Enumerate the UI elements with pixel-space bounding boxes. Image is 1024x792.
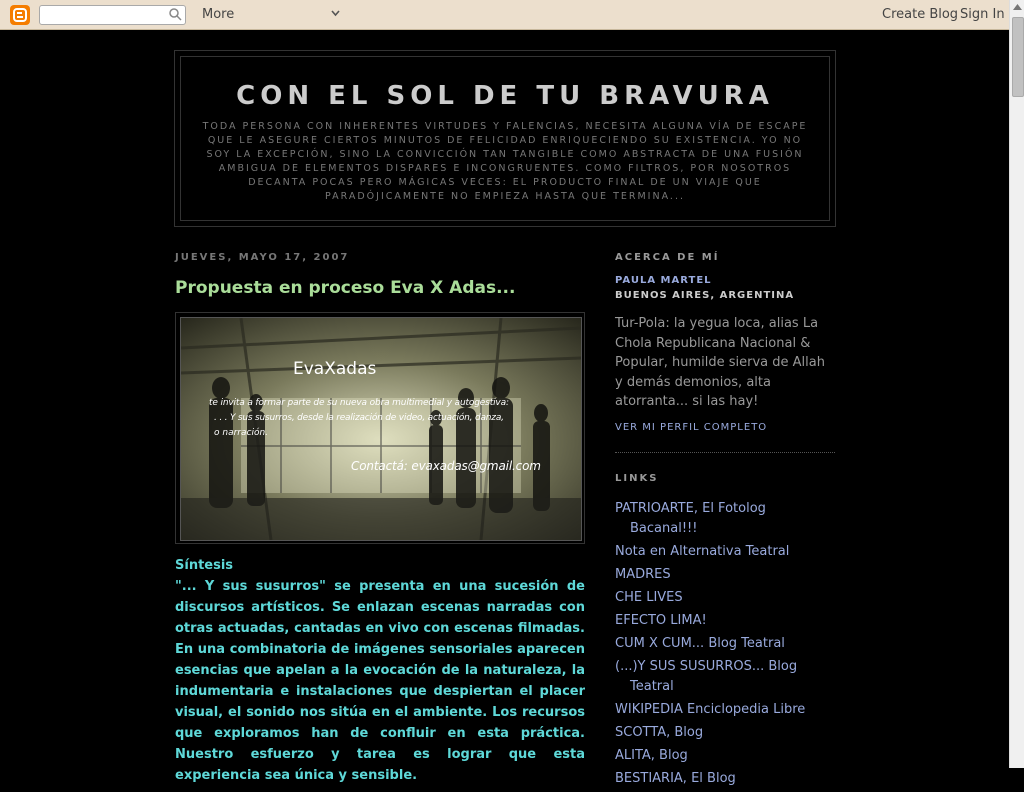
post-image[interactable] <box>180 317 582 541</box>
sidebar-divider <box>615 452 835 453</box>
post-date: JUEVES, MAYO 17, 2007 <box>175 252 350 263</box>
links-list <box>615 499 835 789</box>
create-blog-link[interactable]: Create Blog <box>882 7 959 22</box>
sidebar <box>615 252 835 792</box>
blog-header <box>174 50 836 227</box>
post-image-title: EvaXadas <box>293 359 377 379</box>
link-item[interactable]: EFECTO LIMA! <box>615 612 707 628</box>
post-image-line-2: . . . Y sus susurros, desde la realización de video, actuación, danza, <box>214 413 504 423</box>
main-column <box>175 252 585 783</box>
sign-in-link[interactable]: Sign In <box>960 7 1005 22</box>
link-item[interactable]: Nota en Alternativa Teatral <box>615 543 790 559</box>
link-item[interactable]: CUM X CUM... Blog Teatral <box>615 635 785 651</box>
profile-name-link[interactable]: PAULA MARTEL <box>615 275 712 286</box>
link-item[interactable]: WIKIPEDIA Enciclopedia Libre <box>615 701 806 717</box>
search-field[interactable] <box>39 5 186 25</box>
link-item[interactable]: BESTIARIA, El Blog <box>615 770 736 786</box>
more-menu[interactable]: More <box>202 7 235 22</box>
search-icon[interactable] <box>169 8 182 21</box>
blogger-navbar <box>0 0 1009 30</box>
blog-header-inner <box>180 56 830 221</box>
post-image-contact: Contactá: evaxadas@gmail.com <box>351 459 541 473</box>
search-input[interactable] <box>44 7 168 25</box>
post-image-line-1: te invita a formar parte de su nueva obra multimedial y autogestiva: <box>209 398 509 408</box>
link-item[interactable]: CHE LIVES <box>615 589 683 605</box>
link-item[interactable]: ALITA, Blog <box>615 747 688 763</box>
post-image-line-3: o narración. <box>214 428 269 438</box>
about-heading: ACERCA DE MÍ <box>615 252 720 263</box>
links-heading: LINKS <box>615 472 659 484</box>
link-item[interactable]: MADRES <box>615 566 671 582</box>
post-body <box>175 555 585 786</box>
scrollbar-thumb[interactable] <box>1012 17 1024 97</box>
link-item[interactable]: SCOTTA, Blog <box>615 724 704 740</box>
link-item[interactable]: PATRIOARTE, El Fotolog Bacanal!!! <box>615 500 766 536</box>
blog-description: TODA PERSONA CON INHERENTES VIRTUDES Y FALENCIAS, NECESITA ALGUNA VÍA DE ESCAPE QUE LE ASEGURE CIERTOS MINUTOS DE FELICIDAD ENRIQUECIENDO SU EXISTENCIA. YO NO SOY LA EXCEPCIÓN, SINO LA CONVICCIÓN TAN TANGIBLE COMO ABSTRACTA DE UNA FUSIÓN AMBIGUA DE ELEMENTOS DISPARES E INCONGRUENTES. COMO FILTROS, POR NOSOTROS DECANTA POCAS PERO MÁGICAS VECES: EL PRODUCTO FINAL DE UN VIAJE QUE PARADÓJICAMENTE NO EMPIEZA HASTA QUE TERMINA... <box>202 121 808 202</box>
post-title[interactable]: Propuesta en proceso Eva X Adas... <box>175 278 516 298</box>
blogger-logo-icon[interactable] <box>10 5 30 25</box>
post-sintesis-label: Síntesis <box>175 558 234 573</box>
scroll-up-arrow-icon[interactable] <box>1013 4 1022 10</box>
link-item[interactable]: (...)Y SUS SUSURROS... Blog Teatral <box>615 658 798 694</box>
chevron-down-icon[interactable] <box>330 8 341 19</box>
view-full-profile-link[interactable]: VER MI PERFIL COMPLETO <box>615 421 768 433</box>
vertical-scrollbar[interactable] <box>1009 0 1024 768</box>
profile-about: Tur-Pola: la yegua loca, alias La Chola Republicana Nacional & Popular, humilde sierva de Allah y demás demonios, alta atorranta... si las hay! <box>615 316 825 409</box>
post-body-text: "... Y sus susurros" se presenta en una sucesión de discursos artísticos. Se enlazan escenas narradas con otras actuadas, cantadas en vivo con escenas filmadas. En una combinatoria de imágenes sensoriales aparecen esencias que apelan a la evocación de la naturaleza, la indumentaria e instalaciones que despiertan el placer visual, el sonido nos sitúa en el ambiente. Los recursos que exploramos han de confluir en esta práctica. Nuestro esfuerzo y tarea es lograr que esta experiencia sea única y sensible. <box>175 579 585 783</box>
post-image-frame <box>175 312 585 544</box>
profile-location: BUENOS AIRES, ARGENTINA <box>615 290 795 301</box>
blog-title[interactable]: CON EL SOL DE TU BRAVURA <box>236 81 774 111</box>
